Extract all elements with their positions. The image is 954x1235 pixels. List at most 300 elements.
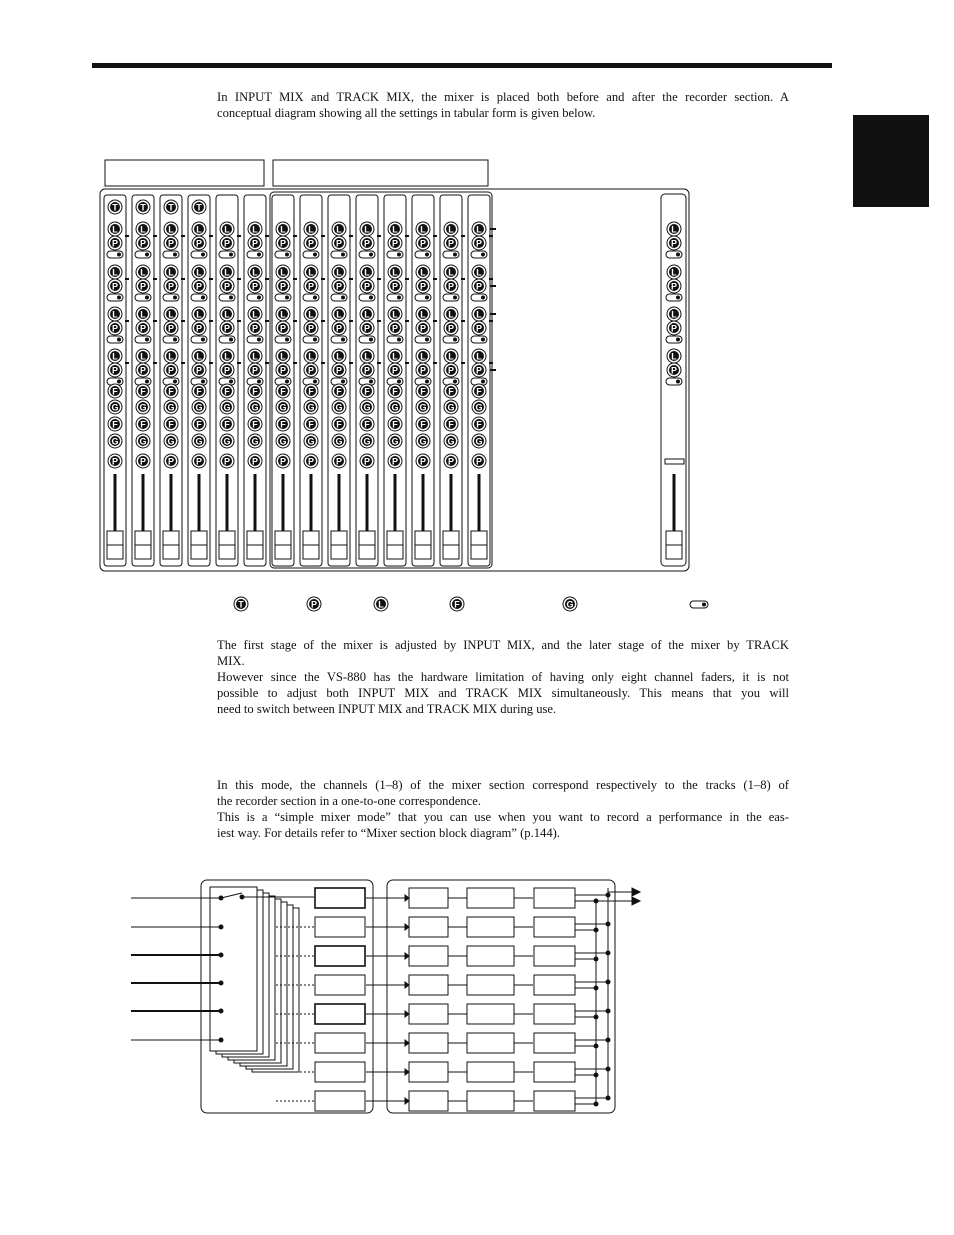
gain-knob-letter: G xyxy=(391,402,399,413)
master-switch-dot xyxy=(676,253,680,257)
pan-knob-letter: P xyxy=(251,323,259,334)
send-switch-dot xyxy=(173,253,177,257)
switch-arm xyxy=(221,893,242,898)
selector-card xyxy=(216,890,263,1054)
master-pan-knob-letter: P xyxy=(670,323,678,334)
recorder-block-b xyxy=(467,917,514,937)
p2-line-5: need to switch between INPUT MIX and TRACK MIX during use. xyxy=(217,702,557,717)
bus-node xyxy=(606,1009,610,1013)
pan-knob-letter: P xyxy=(307,365,315,376)
pan-knob-letter: P xyxy=(195,456,203,467)
level-knob-letter: L xyxy=(364,224,370,235)
level-knob-letter: L xyxy=(140,351,146,362)
send-switch-dot xyxy=(201,296,205,300)
pan-knob-letter: P xyxy=(167,365,175,376)
channel-strip xyxy=(300,195,325,566)
freq-knob-letter: F xyxy=(336,419,342,430)
master-level-knob-letter: L xyxy=(671,351,677,362)
bus-node xyxy=(594,957,598,961)
pan-knob-letter: P xyxy=(391,456,399,467)
selector-card xyxy=(246,905,293,1069)
legend-pan-icon-letter: P xyxy=(310,599,318,610)
send-switch-dot xyxy=(145,338,149,342)
pan-knob-letter: P xyxy=(391,281,399,292)
pan-knob-letter: P xyxy=(139,456,147,467)
recorder-block-c xyxy=(534,975,575,995)
pan-knob-letter: P xyxy=(447,238,455,249)
recorder-block-b xyxy=(467,975,514,995)
send-switch-dot xyxy=(341,338,345,342)
send-switch-dot xyxy=(453,380,457,384)
send-switch-dot xyxy=(173,338,177,342)
gain-knob-letter: G xyxy=(279,402,287,413)
send-switch-dot xyxy=(201,338,205,342)
freq-knob-letter: F xyxy=(252,386,258,397)
pan-knob-letter: P xyxy=(279,456,287,467)
freq-knob-letter: F xyxy=(280,386,286,397)
send-switch-dot xyxy=(397,253,401,257)
send-switch-dot xyxy=(397,380,401,384)
level-knob-letter: L xyxy=(112,351,118,362)
channel-strip xyxy=(440,195,465,566)
send-switch-dot xyxy=(229,338,233,342)
level-knob-letter: L xyxy=(224,267,230,278)
level-knob-letter: L xyxy=(476,309,482,320)
input-node xyxy=(219,1009,223,1013)
gain-knob-letter: G xyxy=(307,402,315,413)
level-knob-letter: L xyxy=(420,351,426,362)
pan-knob-letter: P xyxy=(447,365,455,376)
send-switch-dot xyxy=(425,380,429,384)
pan-knob-letter: P xyxy=(391,238,399,249)
send-switch-dot xyxy=(425,296,429,300)
gain-knob-letter: G xyxy=(335,436,343,447)
arrowhead xyxy=(405,1098,409,1104)
recorder-block-a xyxy=(409,917,448,937)
recorder-block-a xyxy=(409,888,448,908)
master-switch-dot xyxy=(676,380,680,384)
level-knob-letter: L xyxy=(308,224,314,235)
pan-knob-letter: P xyxy=(279,365,287,376)
gain-knob-letter: G xyxy=(139,402,147,413)
channel-strip xyxy=(132,195,157,566)
send-switch-dot xyxy=(313,296,317,300)
send-switch-dot xyxy=(313,253,317,257)
master-switch-dot xyxy=(676,338,680,342)
pan-knob-letter: P xyxy=(223,238,231,249)
pan-knob-letter: P xyxy=(419,323,427,334)
bus-node xyxy=(594,986,598,990)
freq-knob-letter: F xyxy=(196,386,202,397)
send-switch-dot xyxy=(481,253,485,257)
out-arrow-l xyxy=(632,888,640,896)
pan-knob-letter: P xyxy=(419,365,427,376)
recorder-block-a xyxy=(409,975,448,995)
tone-knob-letter: T xyxy=(140,202,146,213)
freq-knob-letter: F xyxy=(140,386,146,397)
arrowhead xyxy=(405,895,409,901)
channel-strip xyxy=(244,195,269,566)
pan-knob-letter: P xyxy=(307,281,315,292)
pan-knob-letter: P xyxy=(475,323,483,334)
pan-knob-letter: P xyxy=(335,456,343,467)
selector-card xyxy=(228,896,275,1060)
bus-node xyxy=(606,893,610,897)
pan-knob-letter: P xyxy=(475,365,483,376)
mixer-section-frame xyxy=(201,880,373,1113)
freq-knob-letter: F xyxy=(420,386,426,397)
gain-knob-letter: G xyxy=(111,402,119,413)
p3-line-3: This is a “simple mixer mode” that you can use when you want to record a performance in the eas- xyxy=(217,810,789,825)
gain-knob-letter: G xyxy=(223,436,231,447)
send-switch-dot xyxy=(397,296,401,300)
freq-knob-letter: F xyxy=(364,386,370,397)
pan-knob-letter: P xyxy=(167,456,175,467)
send-switch-dot xyxy=(341,380,345,384)
freq-knob-letter: F xyxy=(308,419,314,430)
pan-knob-letter: P xyxy=(111,365,119,376)
send-switch-dot xyxy=(173,296,177,300)
recorder-block-a xyxy=(409,946,448,966)
bus-node xyxy=(606,1096,610,1100)
pan-knob-letter: P xyxy=(447,281,455,292)
send-switch-dot xyxy=(229,296,233,300)
freq-knob-letter: F xyxy=(112,419,118,430)
pan-knob-letter: P xyxy=(251,238,259,249)
level-knob-letter: L xyxy=(448,309,454,320)
arrowhead xyxy=(405,953,409,959)
pan-knob-letter: P xyxy=(167,281,175,292)
input-node xyxy=(219,896,223,900)
channel-strip xyxy=(160,195,185,566)
pan-knob-letter: P xyxy=(139,365,147,376)
gain-knob-letter: G xyxy=(279,436,287,447)
level-knob-letter: L xyxy=(196,267,202,278)
level-knob-letter: L xyxy=(364,267,370,278)
level-knob-letter: L xyxy=(336,267,342,278)
tone-knob-letter: T xyxy=(112,202,118,213)
pan-knob-letter: P xyxy=(335,365,343,376)
gain-knob-letter: G xyxy=(475,402,483,413)
gain-knob-letter: G xyxy=(447,402,455,413)
recorder-block-c xyxy=(534,917,575,937)
send-switch-dot xyxy=(257,380,261,384)
knob-legend xyxy=(234,597,708,611)
freq-knob-letter: F xyxy=(252,419,258,430)
level-knob-letter: L xyxy=(448,267,454,278)
pan-knob-letter: P xyxy=(335,238,343,249)
send-switch-dot xyxy=(145,253,149,257)
level-knob-letter: L xyxy=(392,351,398,362)
level-knob-letter: L xyxy=(140,224,146,235)
master-pan-knob-letter: P xyxy=(670,238,678,249)
freq-knob-letter: F xyxy=(196,419,202,430)
bus-node xyxy=(606,1038,610,1042)
send-switch-dot xyxy=(369,253,373,257)
mixer-channel-block xyxy=(315,888,365,908)
pan-knob-letter: P xyxy=(139,281,147,292)
bus-node xyxy=(594,1102,598,1106)
pan-knob-letter: P xyxy=(195,323,203,334)
legend-level-icon-letter: L xyxy=(378,599,384,610)
pan-knob-letter: P xyxy=(363,281,371,292)
channel-strip xyxy=(356,195,381,566)
tone-knob-letter: T xyxy=(168,202,174,213)
level-knob-letter: L xyxy=(168,309,174,320)
pan-knob-letter: P xyxy=(307,456,315,467)
send-switch-dot xyxy=(145,380,149,384)
channel-strip xyxy=(328,195,353,566)
pan-knob-letter: P xyxy=(279,238,287,249)
arrowhead xyxy=(405,924,409,930)
channel-strip xyxy=(188,195,213,566)
input-node xyxy=(219,925,223,929)
mixer-channel-block xyxy=(315,975,365,995)
master-switch-dot xyxy=(676,296,680,300)
send-switch-dot xyxy=(313,380,317,384)
pan-knob-letter: P xyxy=(111,281,119,292)
pan-knob-letter: P xyxy=(251,456,259,467)
bus-node xyxy=(594,1044,598,1048)
level-knob-letter: L xyxy=(392,224,398,235)
level-knob-letter: L xyxy=(140,309,146,320)
mixer-channel-block xyxy=(315,1091,365,1111)
legend-switch-icon-dot xyxy=(702,603,706,607)
send-switch-dot xyxy=(229,253,233,257)
input-node xyxy=(219,953,223,957)
gain-knob-letter: G xyxy=(475,436,483,447)
send-switch-dot xyxy=(481,338,485,342)
level-knob-letter: L xyxy=(168,224,174,235)
recorder-block-a xyxy=(409,1091,448,1111)
level-knob-letter: L xyxy=(448,351,454,362)
recorder-block-b xyxy=(467,946,514,966)
level-knob-letter: L xyxy=(476,351,482,362)
send-switch-dot xyxy=(285,253,289,257)
send-switch-dot xyxy=(117,253,121,257)
send-switch-dot xyxy=(145,296,149,300)
level-knob-letter: L xyxy=(392,309,398,320)
level-knob-letter: L xyxy=(252,224,258,235)
freq-knob-letter: F xyxy=(476,419,482,430)
freq-knob-letter: F xyxy=(392,386,398,397)
recorder-block-b xyxy=(467,888,514,908)
bus-node xyxy=(606,922,610,926)
level-knob-letter: L xyxy=(420,224,426,235)
gain-knob-letter: G xyxy=(223,402,231,413)
freq-knob-letter: F xyxy=(224,386,230,397)
bus-node xyxy=(594,899,598,903)
level-knob-letter: L xyxy=(364,351,370,362)
input-node xyxy=(219,981,223,985)
level-knob-letter: L xyxy=(308,309,314,320)
gain-knob-letter: G xyxy=(307,436,315,447)
recorder-block-c xyxy=(534,1062,575,1082)
gain-knob-letter: G xyxy=(335,402,343,413)
level-knob-letter: L xyxy=(252,351,258,362)
bus-node xyxy=(594,1073,598,1077)
pan-knob-letter: P xyxy=(167,323,175,334)
level-knob-letter: L xyxy=(280,309,286,320)
bus-node xyxy=(594,928,598,932)
level-knob-letter: L xyxy=(112,309,118,320)
send-switch-dot xyxy=(257,338,261,342)
gain-knob-letter: G xyxy=(111,436,119,447)
pan-knob-letter: P xyxy=(363,365,371,376)
gain-knob-letter: G xyxy=(195,402,203,413)
level-knob-letter: L xyxy=(224,309,230,320)
pan-knob-letter: P xyxy=(223,365,231,376)
level-knob-letter: L xyxy=(252,309,258,320)
level-knob-letter: L xyxy=(224,351,230,362)
track-mix-bracket xyxy=(273,160,488,186)
pan-knob-letter: P xyxy=(447,323,455,334)
freq-knob-letter: F xyxy=(168,419,174,430)
master-level-knob-letter: L xyxy=(671,309,677,320)
level-knob-letter: L xyxy=(112,267,118,278)
pan-knob-letter: P xyxy=(195,365,203,376)
send-switch-dot xyxy=(117,380,121,384)
pan-knob-letter: P xyxy=(335,323,343,334)
send-switch-dot xyxy=(369,380,373,384)
send-switch-dot xyxy=(453,296,457,300)
level-knob-letter: L xyxy=(308,351,314,362)
send-switch-dot xyxy=(285,338,289,342)
bus-node xyxy=(606,980,610,984)
freq-knob-letter: F xyxy=(476,386,482,397)
paragraph-2 xyxy=(217,637,789,717)
input-node xyxy=(219,1038,223,1042)
pan-knob-letter: P xyxy=(447,456,455,467)
pan-knob-letter: P xyxy=(307,238,315,249)
send-switch-dot xyxy=(117,338,121,342)
out-arrow-r xyxy=(632,897,640,905)
channel-strips xyxy=(104,195,496,566)
level-knob-letter: L xyxy=(168,351,174,362)
mixer-channel-block xyxy=(315,946,365,966)
gain-knob-letter: G xyxy=(195,436,203,447)
bus-node xyxy=(594,1015,598,1019)
channel-strip xyxy=(384,195,409,566)
pan-knob-letter: P xyxy=(335,281,343,292)
selector-card xyxy=(240,902,287,1066)
level-knob-letter: L xyxy=(280,351,286,362)
mixer-channel-block xyxy=(315,1033,365,1053)
level-knob-letter: L xyxy=(336,224,342,235)
pan-knob-letter: P xyxy=(195,281,203,292)
level-knob-letter: L xyxy=(112,224,118,235)
gain-knob-letter: G xyxy=(419,402,427,413)
selector-card xyxy=(222,893,269,1057)
pan-knob-letter: P xyxy=(139,238,147,249)
tone-knob-letter: T xyxy=(196,202,202,213)
freq-knob-letter: F xyxy=(364,419,370,430)
pan-knob-letter: P xyxy=(419,281,427,292)
pan-knob-letter: P xyxy=(475,456,483,467)
send-switch-dot xyxy=(397,338,401,342)
gain-knob-letter: G xyxy=(251,402,259,413)
switch-node xyxy=(240,895,244,899)
send-switch-dot xyxy=(117,296,121,300)
send-switch-dot xyxy=(201,253,205,257)
recorder-block-b xyxy=(467,1062,514,1082)
pan-knob-letter: P xyxy=(475,238,483,249)
gain-knob-letter: G xyxy=(363,402,371,413)
arrowhead xyxy=(405,1069,409,1075)
recorder-block-b xyxy=(467,1004,514,1024)
pan-knob-letter: P xyxy=(419,456,427,467)
channel-strip xyxy=(272,195,297,566)
pan-knob-letter: P xyxy=(391,323,399,334)
pan-knob-letter: P xyxy=(279,323,287,334)
send-switch-dot xyxy=(369,296,373,300)
send-switch-dot xyxy=(369,338,373,342)
level-knob-letter: L xyxy=(364,309,370,320)
master-strip xyxy=(665,222,684,559)
selector-card xyxy=(210,887,257,1051)
master-indicator xyxy=(665,459,684,464)
freq-knob-letter: F xyxy=(280,419,286,430)
pan-knob-letter: P xyxy=(307,323,315,334)
recorder-section-frame xyxy=(387,880,615,1113)
mixer-channel-block xyxy=(315,1004,365,1024)
recorder-block-c xyxy=(534,888,575,908)
selector-front xyxy=(210,887,257,1051)
p2-line-4: possible to adjust both INPUT MIX and TRACK MIX simultaneously. This means that you will xyxy=(217,686,789,701)
selector-card xyxy=(252,908,299,1072)
level-knob-letter: L xyxy=(280,267,286,278)
send-switch-dot xyxy=(453,253,457,257)
freq-knob-letter: F xyxy=(448,419,454,430)
pan-knob-letter: P xyxy=(223,323,231,334)
freq-knob-letter: F xyxy=(140,419,146,430)
pan-knob-letter: P xyxy=(363,238,371,249)
recorder-block-c xyxy=(534,1091,575,1111)
master-pan-knob-letter: P xyxy=(670,365,678,376)
level-knob-letter: L xyxy=(196,309,202,320)
send-switch-dot xyxy=(257,296,261,300)
level-knob-letter: L xyxy=(448,224,454,235)
p3-line-4: iest way. For details refer to “Mixer section block diagram” (p.144). xyxy=(217,826,560,841)
gain-knob-letter: G xyxy=(167,402,175,413)
level-knob-letter: L xyxy=(196,351,202,362)
recorder-block-b xyxy=(467,1091,514,1111)
send-switch-dot xyxy=(341,253,345,257)
mixer-channel-block xyxy=(315,1062,365,1082)
level-knob-letter: L xyxy=(392,267,398,278)
freq-knob-letter: F xyxy=(112,386,118,397)
gain-knob-letter: G xyxy=(363,436,371,447)
master-level-knob-letter: L xyxy=(671,267,677,278)
pan-knob-letter: P xyxy=(363,456,371,467)
level-knob-letter: L xyxy=(196,224,202,235)
channel-strip xyxy=(104,195,129,566)
paragraph-3 xyxy=(217,777,789,841)
p3-line-2: the recorder section in a one-to-one correspondence. xyxy=(217,794,481,809)
pan-knob-letter: P xyxy=(195,238,203,249)
recorder-block-c xyxy=(534,946,575,966)
pan-knob-letter: P xyxy=(251,365,259,376)
freq-knob-letter: F xyxy=(448,386,454,397)
master-level-knob-letter: L xyxy=(671,224,677,235)
freq-knob-letter: F xyxy=(168,386,174,397)
pan-knob-letter: P xyxy=(251,281,259,292)
pan-knob-letter: P xyxy=(363,323,371,334)
p2-line-3: However since the VS-880 has the hardware limitation of having only eight channel faders, it is not xyxy=(217,670,789,685)
pan-knob-letter: P xyxy=(391,365,399,376)
level-knob-letter: L xyxy=(280,224,286,235)
arrowhead xyxy=(405,982,409,988)
